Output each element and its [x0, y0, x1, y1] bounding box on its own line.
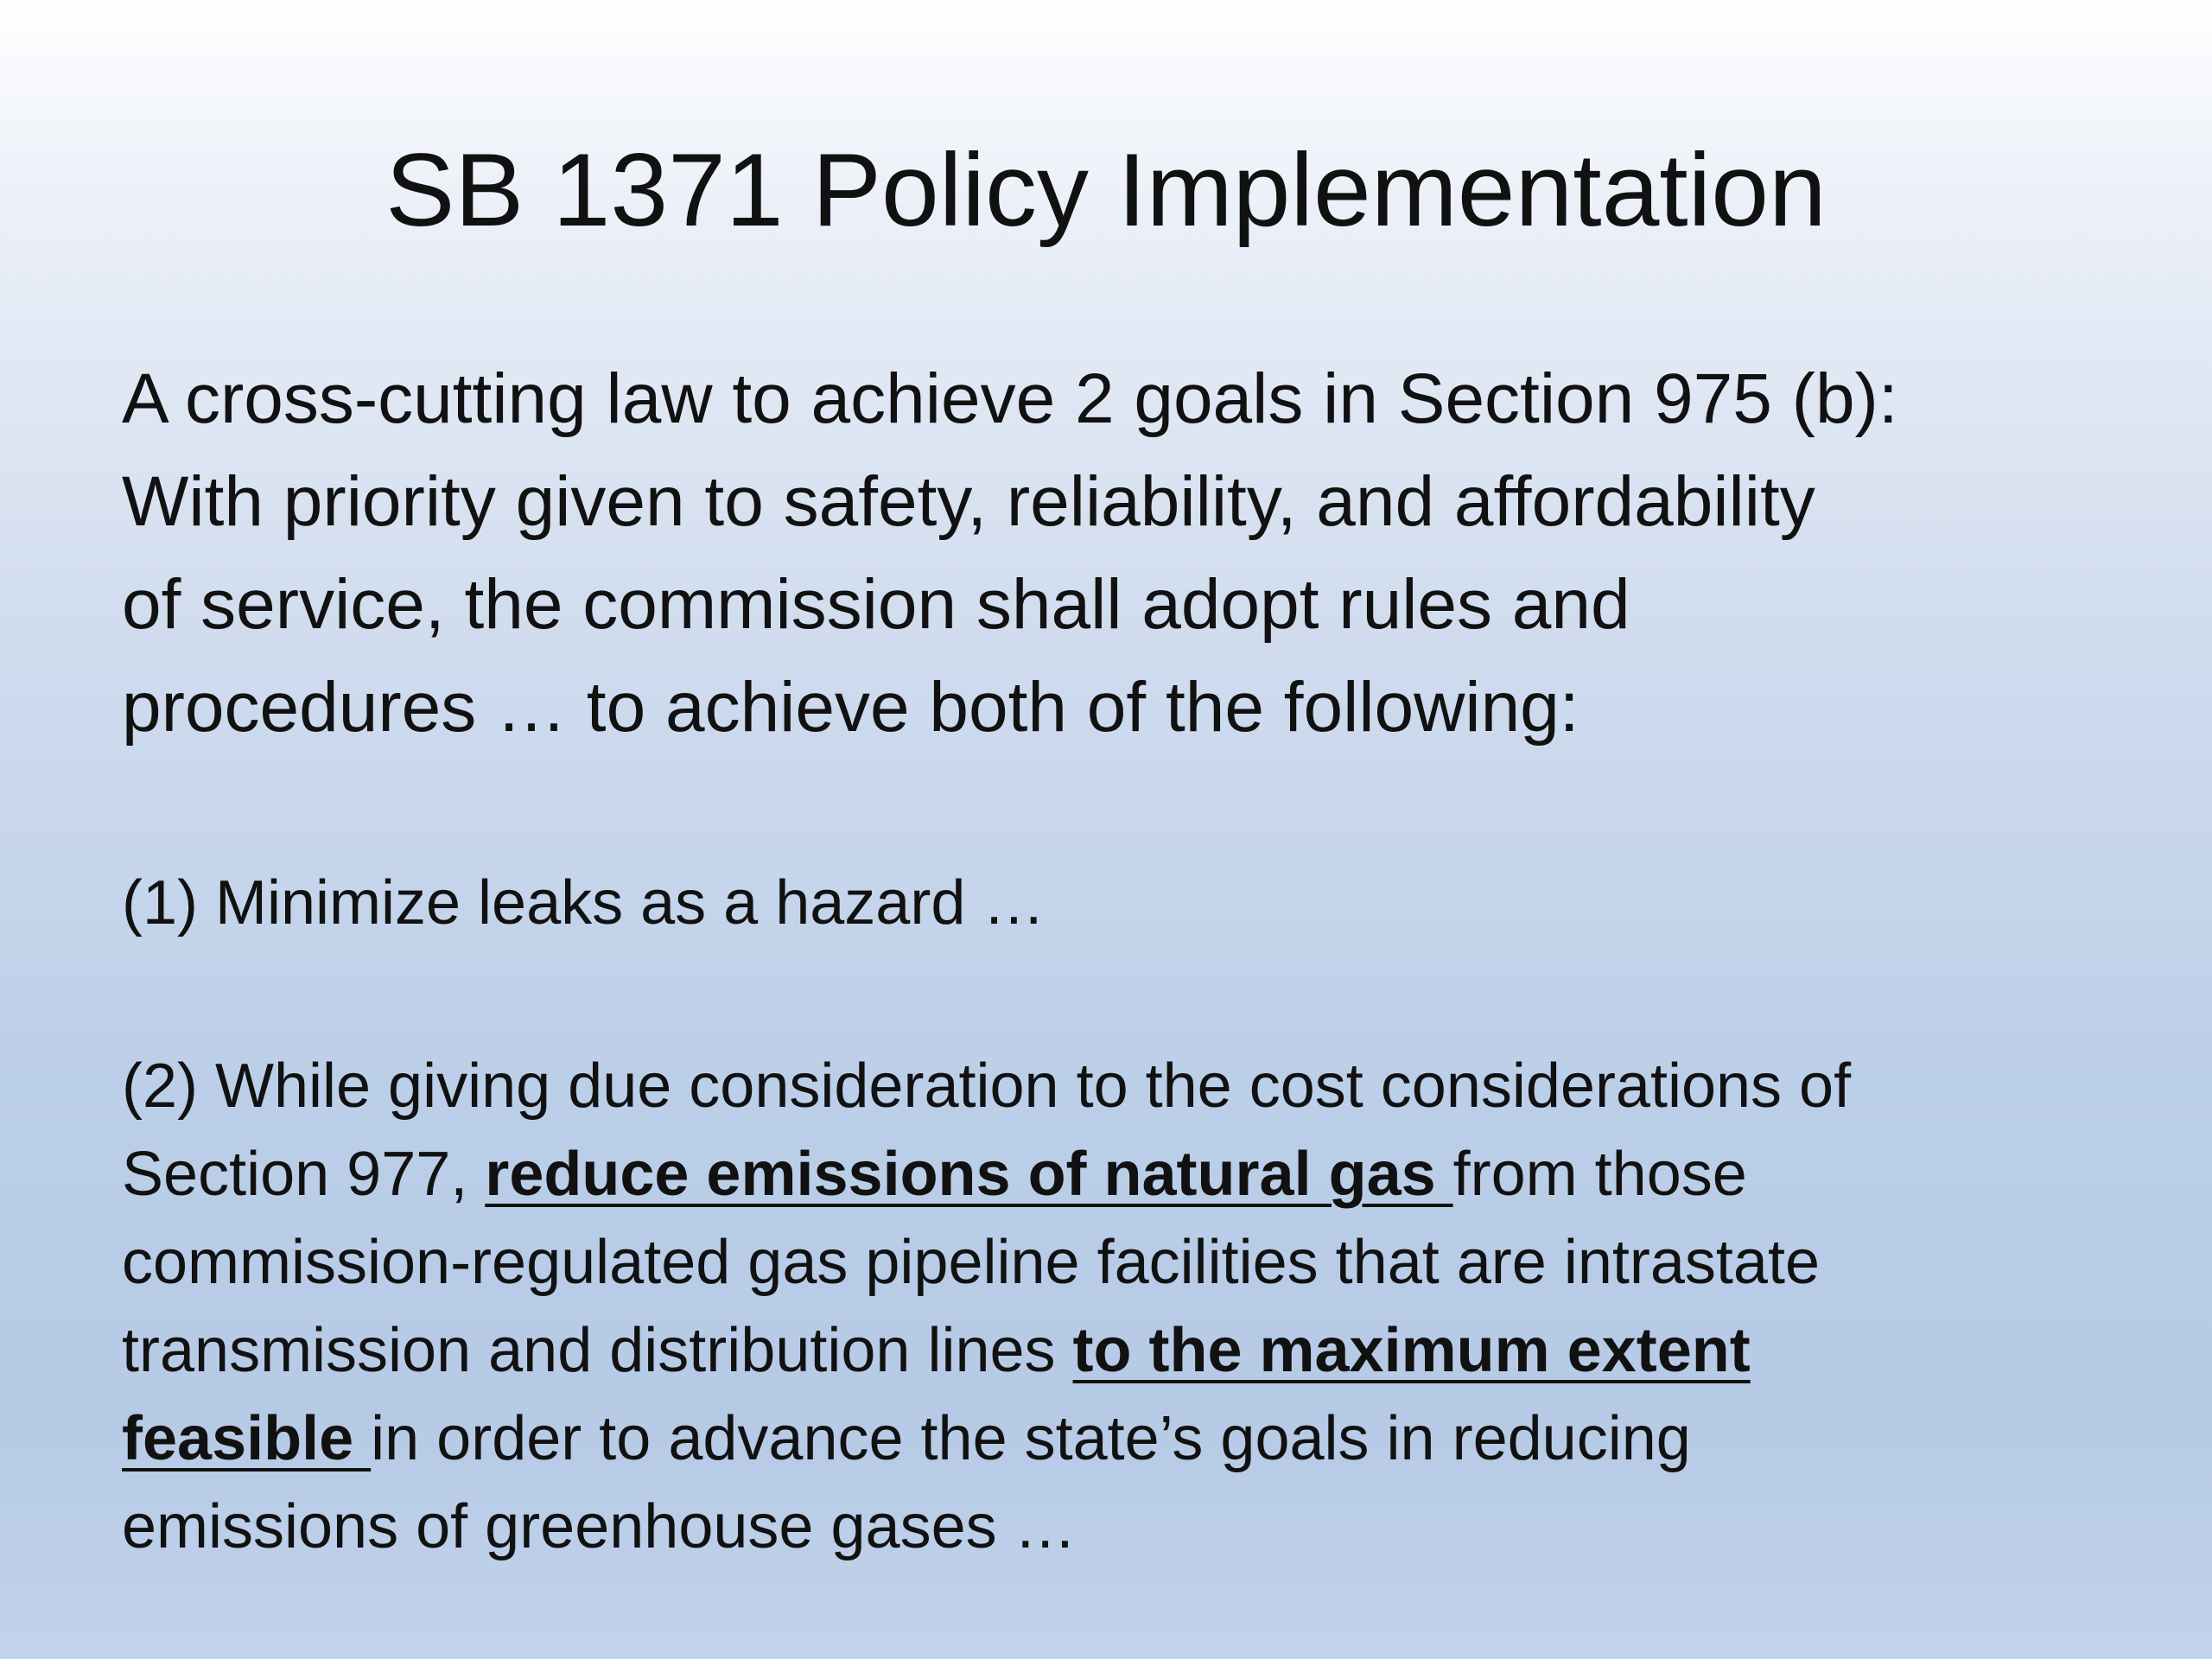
- goal-2-emphasis: to the maximum extent: [1072, 1316, 1751, 1385]
- intro-line: procedures … to achieve both of the following:: [122, 668, 1580, 747]
- intro-line: With priority given to safety, reliability, and affordability: [122, 462, 1815, 541]
- goal-2-line: [122, 1130, 2109, 1218]
- goal-2-text: from those: [1452, 1140, 1747, 1209]
- goal-2-line: emissions of greenhouse gases …: [122, 1492, 1077, 1561]
- intro-paragraph: [122, 347, 2109, 759]
- goal-2-line: commission-regulated gas pipeline facilities that are intrastate: [122, 1228, 1820, 1297]
- goal-1-text: (1) Minimize leaks as a hazard …: [122, 868, 1046, 938]
- goal-2-line: [122, 1395, 2109, 1483]
- intro-line: A cross-cutting law to achieve 2 goals in Section 975 (b):: [122, 359, 1898, 438]
- goal-2-line: (2) While giving due consideration to the cost considerations of: [122, 1052, 1852, 1121]
- goal-2-line: [122, 1306, 2109, 1395]
- goal-2-emphasis: reduce emissions of natural gas: [485, 1140, 1453, 1209]
- intro-line: of service, the commission shall adopt rules and: [122, 565, 1630, 644]
- goal-2-text: in order to advance the state’s goals in reducing: [371, 1404, 1691, 1473]
- slide-title: SB 1371 Policy Implementation: [385, 132, 1827, 248]
- goal-2-paragraph: [122, 1042, 2109, 1571]
- goal-2-text: transmission and distribution lines: [122, 1316, 1073, 1385]
- goal-2-text: Section 977,: [122, 1140, 486, 1209]
- goal-2-emphasis: feasible: [122, 1404, 372, 1473]
